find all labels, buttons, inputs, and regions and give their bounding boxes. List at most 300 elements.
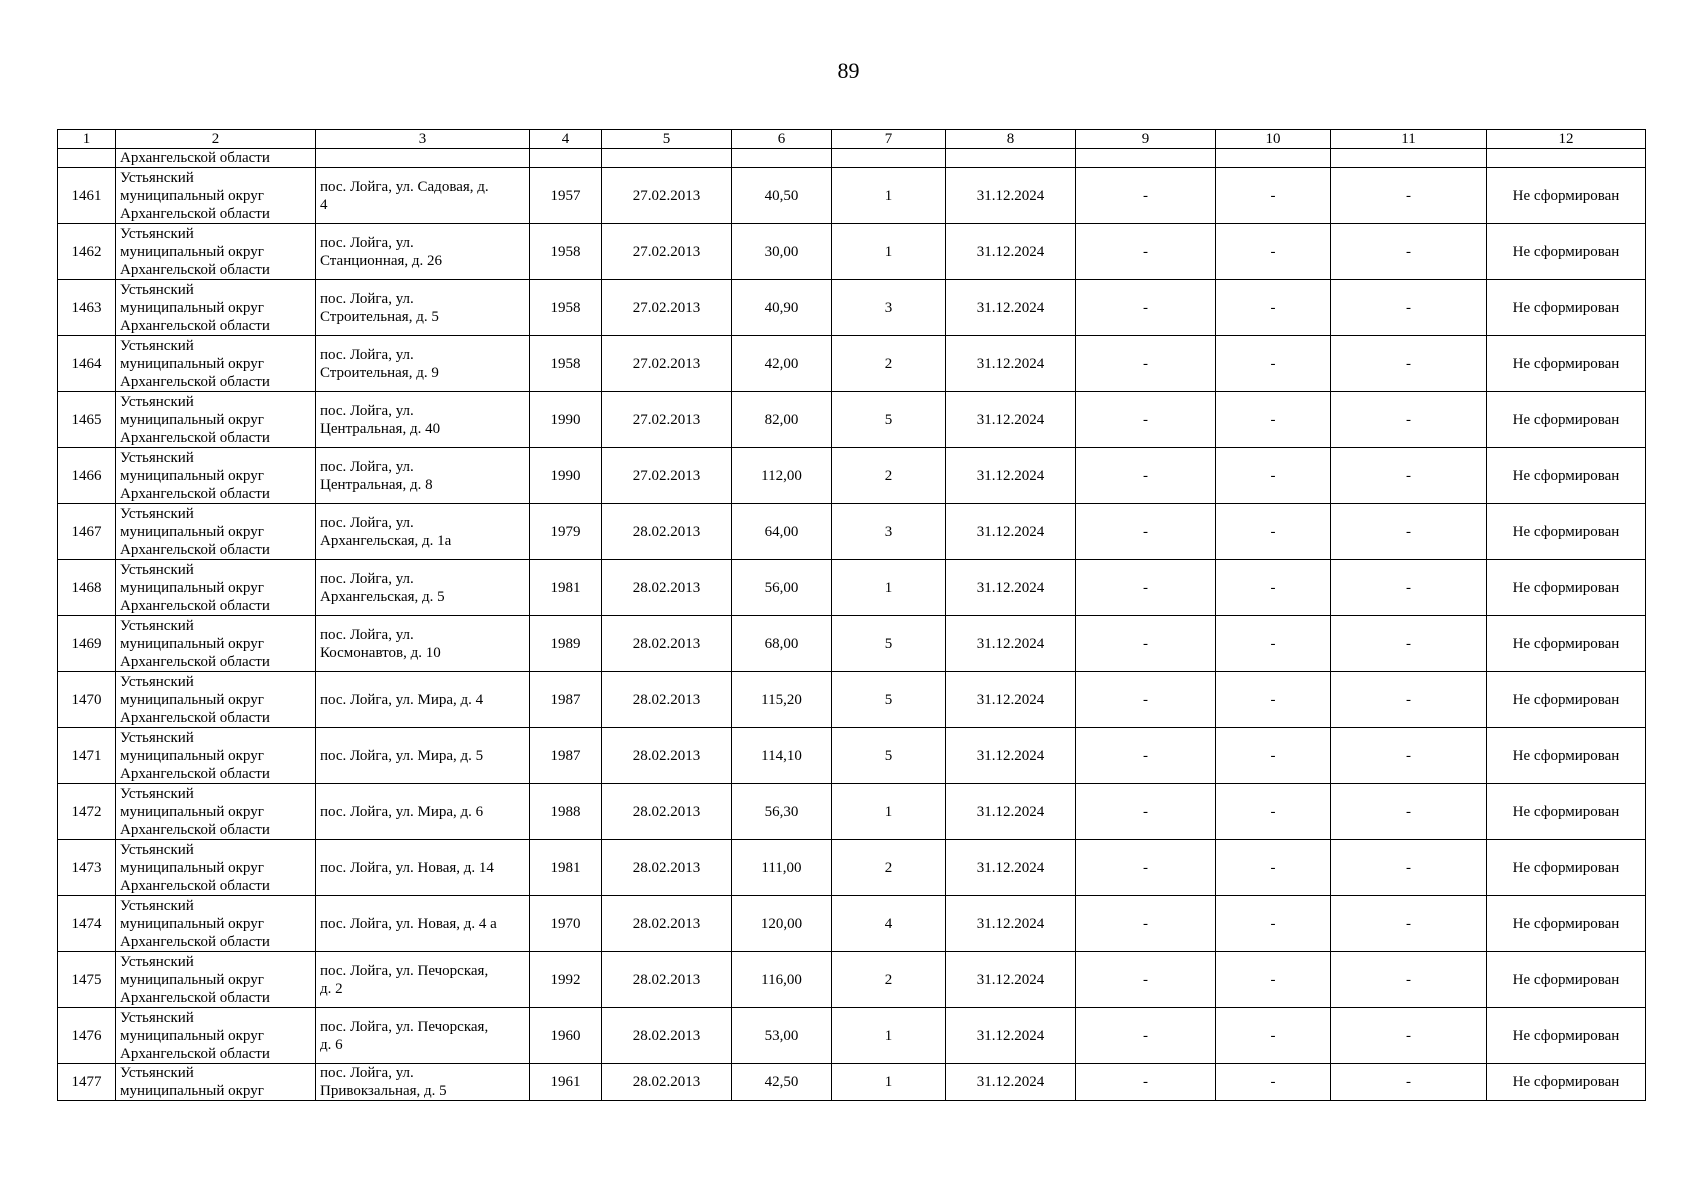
cell-municipality-line: муниципальный округ — [120, 523, 264, 540]
cell-year: 1987 — [530, 728, 602, 784]
cell-municipality-line: Устьянский — [120, 505, 194, 522]
cell-num: 1471 — [58, 728, 116, 784]
cell-col9: - — [1076, 336, 1216, 392]
cell-municipality-line: Архангельской области — [120, 597, 270, 614]
cell-date: 28.02.2013 — [602, 560, 732, 616]
cell-address-line: Космонавтов, д. 10 — [320, 644, 441, 661]
cell-municipality-line: Устьянский — [120, 729, 194, 746]
cell-municipality — [116, 672, 316, 728]
cell-address — [316, 504, 530, 560]
column-header: 11 — [1331, 130, 1487, 149]
cell-status: Не сформирован — [1487, 448, 1646, 504]
cell-count: 2 — [832, 840, 946, 896]
cell-date: 28.02.2013 — [602, 1008, 732, 1064]
cell-col9: - — [1076, 224, 1216, 280]
cell-date: 27.02.2013 — [602, 392, 732, 448]
column-header: 3 — [316, 130, 530, 149]
cell-address — [316, 840, 530, 896]
cell-col9: - — [1076, 560, 1216, 616]
cell-year: 1990 — [530, 448, 602, 504]
cell-year: 1987 — [530, 672, 602, 728]
table-row — [58, 672, 1646, 728]
cell-num: 1473 — [58, 840, 116, 896]
cell-address-line: пос. Лойга, ул. Печорская, — [320, 962, 489, 979]
cell-num: 1467 — [58, 504, 116, 560]
continuation-row — [58, 149, 1646, 168]
cell-date: 27.02.2013 — [602, 224, 732, 280]
cell-count: 4 — [832, 896, 946, 952]
cell-date: 28.02.2013 — [602, 672, 732, 728]
cell-address-line: пос. Лойга, ул. Садовая, д. — [320, 178, 489, 195]
cell-area: 64,00 — [732, 504, 832, 560]
cell-area: 30,00 — [732, 224, 832, 280]
cell-due-date: 31.12.2024 — [946, 336, 1076, 392]
cell-address-line: пос. Лойга, ул. Новая, д. 4 а — [320, 915, 497, 932]
cell-date: 27.02.2013 — [602, 280, 732, 336]
column-header: 9 — [1076, 130, 1216, 149]
cell-status: Не сформирован — [1487, 336, 1646, 392]
table-row — [58, 728, 1646, 784]
table-body — [58, 130, 1646, 1101]
cell-col10: - — [1216, 336, 1331, 392]
cell-municipality-line: муниципальный округ — [120, 187, 264, 204]
cell-address — [316, 1008, 530, 1064]
cell-year: 1990 — [530, 392, 602, 448]
cell-municipality-line: Архангельской области — [120, 485, 270, 502]
cell-num: 1464 — [58, 336, 116, 392]
cell-municipality-line: Устьянский — [120, 337, 194, 354]
cell-address-line: Центральная, д. 40 — [320, 420, 441, 437]
cell-municipality-line: Устьянский — [120, 953, 194, 970]
cell-col11: - — [1331, 896, 1487, 952]
cell-col10: - — [1216, 504, 1331, 560]
cell-year: 1981 — [530, 560, 602, 616]
cell-count — [832, 149, 946, 168]
cell-year: 1958 — [530, 336, 602, 392]
cell-address — [316, 1064, 530, 1101]
cell-address-line: д. 2 — [320, 980, 343, 997]
cell-col11: - — [1331, 1008, 1487, 1064]
cell-municipality-line: Устьянский — [120, 169, 194, 186]
table-row — [58, 1064, 1646, 1101]
cell-municipality — [116, 1008, 316, 1064]
cell-col9: - — [1076, 840, 1216, 896]
cell-col10: - — [1216, 1008, 1331, 1064]
cell-address — [316, 448, 530, 504]
cell-address — [316, 952, 530, 1008]
cell-municipality — [116, 560, 316, 616]
cell-due-date: 31.12.2024 — [946, 280, 1076, 336]
cell-num: 1476 — [58, 1008, 116, 1064]
cell-municipality: Архангельской области — [116, 149, 316, 168]
cell-municipality-line: Устьянский — [120, 785, 194, 802]
cell-address-line: Архангельская, д. 1а — [320, 532, 452, 549]
cell-municipality-line: муниципальный округ — [120, 411, 264, 428]
cell-count: 5 — [832, 728, 946, 784]
cell-col9: - — [1076, 1064, 1216, 1101]
cell-col9: - — [1076, 952, 1216, 1008]
registry-table — [57, 129, 1646, 1101]
cell-municipality-line: муниципальный округ — [120, 635, 264, 652]
cell-num: 1466 — [58, 448, 116, 504]
cell-count: 5 — [832, 392, 946, 448]
cell-municipality-line: Устьянский — [120, 393, 194, 410]
cell-municipality-line: муниципальный округ — [120, 971, 264, 988]
cell-col11 — [1331, 149, 1487, 168]
cell-municipality-line: Архангельской области — [120, 989, 270, 1006]
cell-num: 1468 — [58, 560, 116, 616]
table-row — [58, 896, 1646, 952]
cell-date: 28.02.2013 — [602, 728, 732, 784]
cell-municipality-line: Устьянский — [120, 561, 194, 578]
cell-status: Не сформирован — [1487, 280, 1646, 336]
cell-area: 120,00 — [732, 896, 832, 952]
cell-col11: - — [1331, 952, 1487, 1008]
cell-area: 114,10 — [732, 728, 832, 784]
cell-address-line: Станционная, д. 26 — [320, 252, 443, 269]
cell-municipality — [116, 168, 316, 224]
cell-col11: - — [1331, 224, 1487, 280]
cell-municipality-line: Архангельской области — [120, 821, 270, 838]
cell-address-line: пос. Лойга, ул. — [320, 402, 414, 419]
table-row — [58, 952, 1646, 1008]
table-row — [58, 504, 1646, 560]
cell-municipality — [116, 280, 316, 336]
cell-area: 112,00 — [732, 448, 832, 504]
cell-count: 3 — [832, 280, 946, 336]
cell-address-line: пос. Лойга, ул. — [320, 514, 414, 531]
cell-address — [316, 168, 530, 224]
cell-col9: - — [1076, 504, 1216, 560]
cell-col10: - — [1216, 1064, 1331, 1101]
column-header: 5 — [602, 130, 732, 149]
cell-municipality-line: муниципальный округ — [120, 859, 264, 876]
cell-area: 116,00 — [732, 952, 832, 1008]
cell-date: 27.02.2013 — [602, 448, 732, 504]
cell-area: 42,50 — [732, 1064, 832, 1101]
cell-municipality — [116, 840, 316, 896]
cell-col9: - — [1076, 448, 1216, 504]
table-row — [58, 224, 1646, 280]
cell-col9: - — [1076, 168, 1216, 224]
cell-area: 40,50 — [732, 168, 832, 224]
cell-date: 28.02.2013 — [602, 1064, 732, 1101]
cell-municipality — [116, 448, 316, 504]
cell-due-date: 31.12.2024 — [946, 1008, 1076, 1064]
cell-col9: - — [1076, 616, 1216, 672]
cell-municipality-line: Архангельской области — [120, 373, 270, 390]
cell-area: 68,00 — [732, 616, 832, 672]
cell-municipality — [116, 224, 316, 280]
cell-address-line: пос. Лойга, ул. — [320, 346, 414, 363]
cell-col9: - — [1076, 392, 1216, 448]
cell-count: 3 — [832, 504, 946, 560]
cell-num: 1475 — [58, 952, 116, 1008]
cell-address-line: пос. Лойга, ул. Мира, д. 6 — [320, 803, 484, 820]
cell-due-date: 31.12.2024 — [946, 168, 1076, 224]
cell-col10: - — [1216, 616, 1331, 672]
cell-col10: - — [1216, 392, 1331, 448]
cell-municipality — [116, 1064, 316, 1101]
table-row — [58, 448, 1646, 504]
cell-year: 1961 — [530, 1064, 602, 1101]
cell-col10: - — [1216, 784, 1331, 840]
cell-count: 1 — [832, 1064, 946, 1101]
cell-municipality-line: Устьянский — [120, 617, 194, 634]
column-header: 2 — [116, 130, 316, 149]
cell-year: 1957 — [530, 168, 602, 224]
cell-date: 28.02.2013 — [602, 896, 732, 952]
cell-col10: - — [1216, 952, 1331, 1008]
cell-col10: - — [1216, 560, 1331, 616]
cell-due-date — [946, 149, 1076, 168]
cell-municipality-line: Устьянский — [120, 897, 194, 914]
cell-col10: - — [1216, 896, 1331, 952]
cell-municipality-line: Архангельской области — [120, 933, 270, 950]
cell-municipality-line: Устьянский — [120, 841, 194, 858]
table-row — [58, 392, 1646, 448]
cell-col11: - — [1331, 448, 1487, 504]
column-header: 7 — [832, 130, 946, 149]
column-number-row — [58, 130, 1646, 149]
cell-municipality-line: Устьянский — [120, 673, 194, 690]
cell-col9: - — [1076, 784, 1216, 840]
cell-due-date: 31.12.2024 — [946, 952, 1076, 1008]
cell-date: 28.02.2013 — [602, 952, 732, 1008]
cell-num: 1474 — [58, 896, 116, 952]
cell-year: 1958 — [530, 224, 602, 280]
table-row — [58, 1008, 1646, 1064]
cell-year: 1988 — [530, 784, 602, 840]
cell-date: 28.02.2013 — [602, 784, 732, 840]
cell-num: 1465 — [58, 392, 116, 448]
cell-date — [602, 149, 732, 168]
cell-status: Не сформирован — [1487, 840, 1646, 896]
cell-address-line: Привокзальная, д. 5 — [320, 1083, 447, 1099]
column-header: 4 — [530, 130, 602, 149]
cell-address — [316, 784, 530, 840]
cell-num: 1462 — [58, 224, 116, 280]
cell-col11: - — [1331, 672, 1487, 728]
cell-municipality-line: муниципальный округ — [120, 243, 264, 260]
cell-status: Не сформирован — [1487, 560, 1646, 616]
cell-area: 42,00 — [732, 336, 832, 392]
cell-municipality — [116, 392, 316, 448]
cell-municipality-line: Устьянский — [120, 449, 194, 466]
cell-address-line: 4 — [320, 196, 328, 213]
cell-num: 1461 — [58, 168, 116, 224]
page-number: 89 — [837, 58, 860, 83]
cell-address-line: пос. Лойга, ул. Мира, д. 4 — [320, 691, 484, 708]
cell-municipality-line: муниципальный округ — [120, 579, 264, 596]
cell-due-date: 31.12.2024 — [946, 840, 1076, 896]
cell-count: 2 — [832, 336, 946, 392]
column-header: 6 — [732, 130, 832, 149]
cell-address-line: пос. Лойга, ул. — [320, 570, 414, 587]
cell-date: 28.02.2013 — [602, 504, 732, 560]
cell-municipality-line: Архангельской области — [120, 317, 270, 334]
cell-count: 1 — [832, 168, 946, 224]
cell-due-date: 31.12.2024 — [946, 672, 1076, 728]
cell-due-date: 31.12.2024 — [946, 616, 1076, 672]
cell-date: 28.02.2013 — [602, 616, 732, 672]
cell-year: 1960 — [530, 1008, 602, 1064]
column-header: 10 — [1216, 130, 1331, 149]
cell-count: 5 — [832, 616, 946, 672]
cell-num — [58, 149, 116, 168]
cell-num: 1463 — [58, 280, 116, 336]
cell-count: 1 — [832, 784, 946, 840]
cell-municipality-line: муниципальный округ — [120, 1027, 264, 1044]
cell-municipality-line: муниципальный округ — [120, 1083, 264, 1099]
cell-municipality-line: муниципальный округ — [120, 803, 264, 820]
cell-municipality-line: Архангельской области — [120, 541, 270, 558]
cell-address-line: Строительная, д. 9 — [320, 364, 439, 381]
cell-municipality-line: Архангельской области — [120, 261, 270, 278]
cell-year: 1989 — [530, 616, 602, 672]
cell-col11: - — [1331, 392, 1487, 448]
cell-area: 82,00 — [732, 392, 832, 448]
cell-status: Не сформирован — [1487, 392, 1646, 448]
cell-col11: - — [1331, 504, 1487, 560]
cell-col10: - — [1216, 280, 1331, 336]
cell-municipality-line: Устьянский — [120, 1065, 194, 1081]
cell-municipality-line: муниципальный округ — [120, 747, 264, 764]
cell-col10 — [1216, 149, 1331, 168]
cell-municipality-line: Архангельской области — [120, 709, 270, 726]
cell-municipality-line: Устьянский — [120, 281, 194, 298]
cell-address-line: пос. Лойга, ул. — [320, 458, 414, 475]
cell-address-line: Архангельская, д. 5 — [320, 588, 445, 605]
cell-address — [316, 224, 530, 280]
cell-count: 1 — [832, 1008, 946, 1064]
cell-municipality-line: Устьянский — [120, 225, 194, 242]
cell-col11: - — [1331, 336, 1487, 392]
cell-status: Не сформирован — [1487, 784, 1646, 840]
cell-address-line: пос. Лойга, ул. — [320, 1065, 414, 1081]
cell-year — [530, 149, 602, 168]
table-row — [58, 560, 1646, 616]
cell-num: 1477 — [58, 1064, 116, 1101]
cell-col11: - — [1331, 784, 1487, 840]
cell-area: 56,00 — [732, 560, 832, 616]
column-header: 8 — [946, 130, 1076, 149]
cell-municipality — [116, 784, 316, 840]
cell-year: 1992 — [530, 952, 602, 1008]
cell-count: 1 — [832, 224, 946, 280]
cell-due-date: 31.12.2024 — [946, 728, 1076, 784]
cell-col9 — [1076, 149, 1216, 168]
cell-due-date: 31.12.2024 — [946, 224, 1076, 280]
cell-col11: - — [1331, 728, 1487, 784]
cell-status: Не сформирован — [1487, 616, 1646, 672]
cell-col10: - — [1216, 840, 1331, 896]
cell-municipality — [116, 504, 316, 560]
cell-address — [316, 392, 530, 448]
cell-due-date: 31.12.2024 — [946, 1064, 1076, 1101]
cell-count: 2 — [832, 952, 946, 1008]
cell-area — [732, 149, 832, 168]
cell-municipality-line: муниципальный округ — [120, 915, 264, 932]
cell-count: 1 — [832, 560, 946, 616]
cell-address-line: пос. Лойга, ул. Новая, д. 14 — [320, 859, 494, 876]
cell-year: 1970 — [530, 896, 602, 952]
cell-date: 27.02.2013 — [602, 168, 732, 224]
cell-col10: - — [1216, 672, 1331, 728]
cell-status: Не сформирован — [1487, 952, 1646, 1008]
cell-address — [316, 672, 530, 728]
cell-municipality-line: Устьянский — [120, 1009, 194, 1026]
cell-col11: - — [1331, 1064, 1487, 1101]
table-row — [58, 616, 1646, 672]
cell-col9: - — [1076, 672, 1216, 728]
cell-col10: - — [1216, 224, 1331, 280]
cell-date: 27.02.2013 — [602, 336, 732, 392]
cell-status: Не сформирован — [1487, 1008, 1646, 1064]
cell-municipality-line: Архангельской области — [120, 1045, 270, 1062]
cell-num: 1469 — [58, 616, 116, 672]
cell-municipality-line: муниципальный округ — [120, 467, 264, 484]
cell-year: 1958 — [530, 280, 602, 336]
cell-address-line: Центральная, д. 8 — [320, 476, 433, 493]
cell-municipality — [116, 616, 316, 672]
cell-municipality-line: Архангельской области — [120, 653, 270, 670]
cell-col10: - — [1216, 168, 1331, 224]
cell-address — [316, 728, 530, 784]
cell-address-line: пос. Лойга, ул. Печорская, — [320, 1018, 489, 1035]
cell-num: 1472 — [58, 784, 116, 840]
cell-count: 2 — [832, 448, 946, 504]
table-row — [58, 280, 1646, 336]
cell-municipality-line: муниципальный округ — [120, 299, 264, 316]
cell-due-date: 31.12.2024 — [946, 896, 1076, 952]
cell-municipality — [116, 896, 316, 952]
cell-due-date: 31.12.2024 — [946, 504, 1076, 560]
cell-address — [316, 616, 530, 672]
cell-municipality-line: муниципальный округ — [120, 355, 264, 372]
cell-status: Не сформирован — [1487, 672, 1646, 728]
cell-address-line: пос. Лойга, ул. Мира, д. 5 — [320, 747, 484, 764]
cell-address — [316, 280, 530, 336]
cell-status — [1487, 149, 1646, 168]
cell-due-date: 31.12.2024 — [946, 560, 1076, 616]
cell-status: Не сформирован — [1487, 168, 1646, 224]
cell-year: 1979 — [530, 504, 602, 560]
cell-col9: - — [1076, 280, 1216, 336]
cell-num: 1470 — [58, 672, 116, 728]
cell-municipality — [116, 336, 316, 392]
table-row — [58, 840, 1646, 896]
table-row — [58, 336, 1646, 392]
cell-col11: - — [1331, 280, 1487, 336]
cell-municipality — [116, 952, 316, 1008]
table-row — [58, 168, 1646, 224]
cell-address — [316, 336, 530, 392]
column-header: 12 — [1487, 130, 1646, 149]
cell-date: 28.02.2013 — [602, 840, 732, 896]
cell-col9: - — [1076, 728, 1216, 784]
cell-address-line: д. 6 — [320, 1036, 343, 1053]
cell-address — [316, 560, 530, 616]
cell-col10: - — [1216, 448, 1331, 504]
cell-address-line: пос. Лойга, ул. — [320, 626, 414, 643]
cell-municipality-line: Архангельской области — [120, 429, 270, 446]
cell-status: Не сформирован — [1487, 1064, 1646, 1101]
cell-area: 115,20 — [732, 672, 832, 728]
cell-col11: - — [1331, 560, 1487, 616]
cell-address-line: пос. Лойга, ул. — [320, 290, 414, 307]
table-row — [58, 784, 1646, 840]
